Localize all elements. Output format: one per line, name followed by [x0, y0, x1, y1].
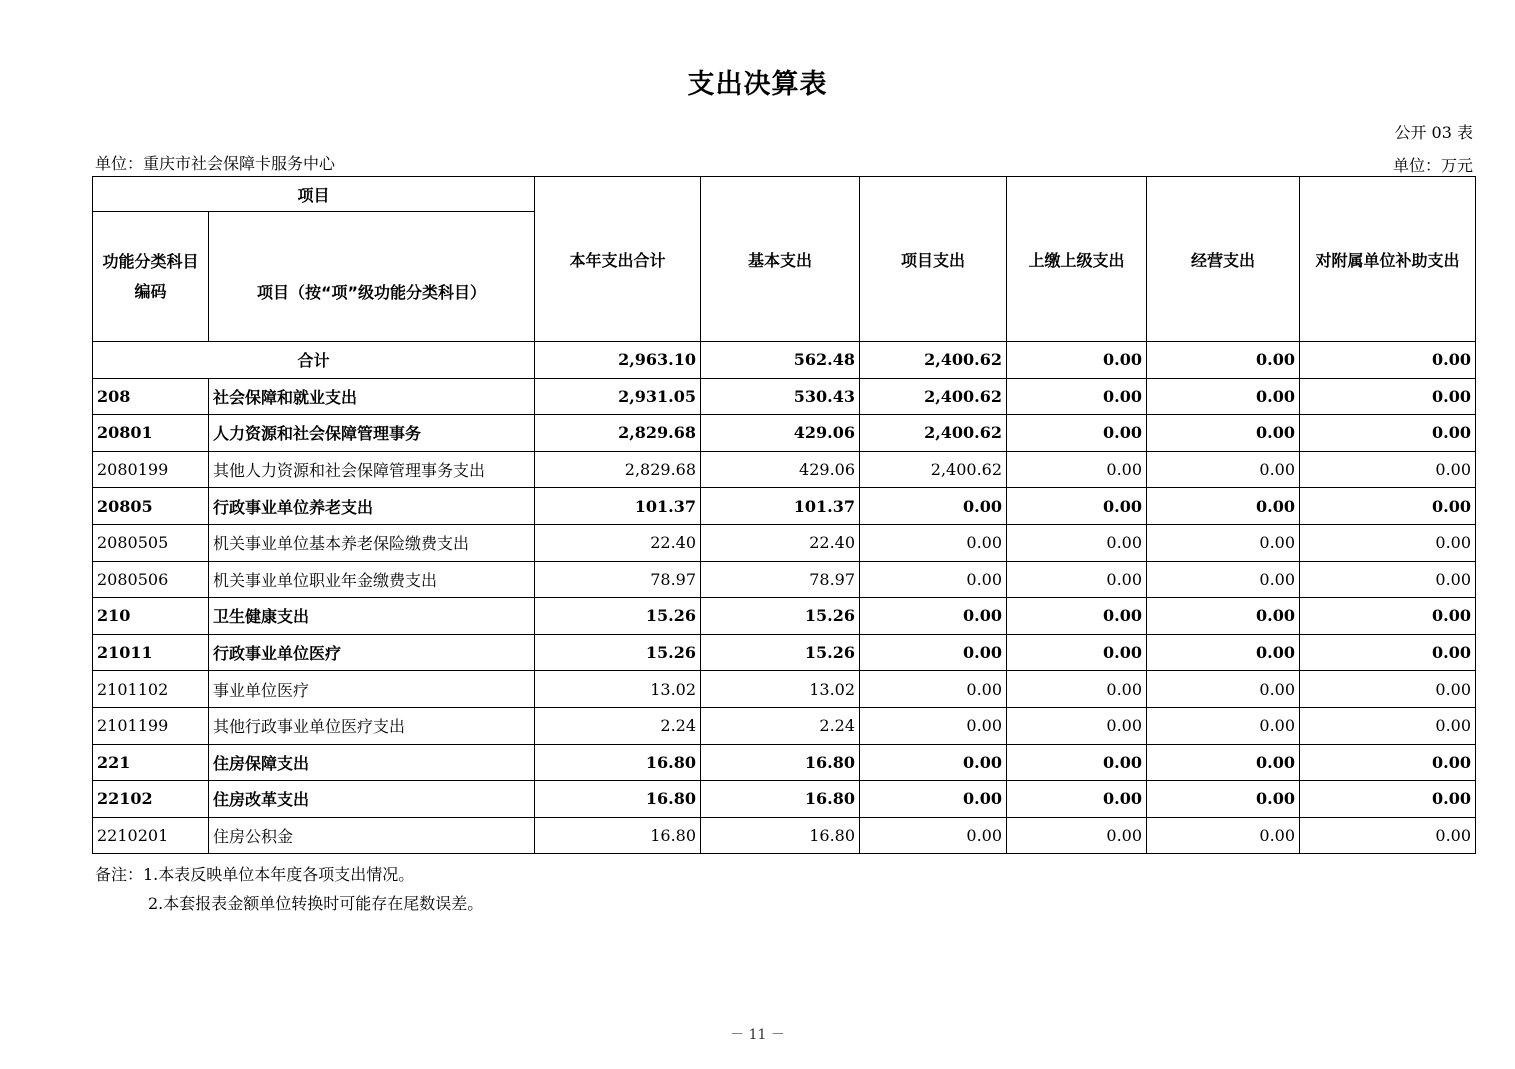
row-value: 15.26 [535, 634, 701, 671]
table-row [93, 524, 1476, 561]
row-code: 2080505 [93, 524, 209, 561]
row-value: 0.00 [1300, 524, 1476, 561]
row-value: 15.26 [701, 598, 860, 635]
table-row [93, 781, 1476, 818]
row-value: 0.00 [1007, 378, 1147, 415]
row-value: 0.00 [1300, 415, 1476, 452]
row-name: 事业单位医疗 [209, 671, 535, 708]
row-name: 机关事业单位职业年金缴费支出 [209, 561, 535, 598]
row-value: 16.80 [535, 781, 701, 818]
row-value: 0.00 [1147, 671, 1300, 708]
row-value: 0.00 [1007, 744, 1147, 781]
row-code: 2101102 [93, 671, 209, 708]
row-value: 0.00 [860, 634, 1007, 671]
row-value: 0.00 [1007, 634, 1147, 671]
row-value: 16.80 [701, 817, 860, 854]
row-value: 0.00 [860, 524, 1007, 561]
row-value: 22.40 [701, 524, 860, 561]
row-value: 0.00 [1300, 451, 1476, 488]
row-value: 0.00 [1300, 634, 1476, 671]
table-row [93, 451, 1476, 488]
total-row [93, 342, 1476, 379]
row-value: 0.00 [1300, 817, 1476, 854]
row-value: 0.00 [1147, 744, 1300, 781]
row-value: 0.00 [1147, 561, 1300, 598]
row-value: 0.00 [860, 598, 1007, 635]
row-value: 2.24 [701, 707, 860, 744]
row-value: 0.00 [860, 707, 1007, 744]
row-code: 2080199 [93, 451, 209, 488]
total-label: 合计 [93, 342, 535, 379]
row-value: 0.00 [1300, 598, 1476, 635]
header-project: 项目 [93, 177, 535, 212]
total-value: 0.00 [1007, 342, 1147, 379]
row-code: 2210201 [93, 817, 209, 854]
table-row [93, 488, 1476, 525]
row-value: 101.37 [701, 488, 860, 525]
total-value: 0.00 [1147, 342, 1300, 379]
row-value: 0.00 [1300, 561, 1476, 598]
row-code: 2101199 [93, 707, 209, 744]
row-value: 0.00 [1147, 488, 1300, 525]
row-value: 0.00 [1147, 524, 1300, 561]
row-name: 住房改革支出 [209, 781, 535, 818]
form-number: 公开 03 表 [1394, 123, 1473, 142]
row-value: 0.00 [1300, 488, 1476, 525]
row-value: 0.00 [1007, 415, 1147, 452]
row-name: 住房保障支出 [209, 744, 535, 781]
row-name: 行政事业单位医疗 [209, 634, 535, 671]
row-name: 卫生健康支出 [209, 598, 535, 635]
table-row [93, 634, 1476, 671]
row-value: 101.37 [535, 488, 701, 525]
header-basic: 基本支出 [701, 177, 860, 342]
row-value: 0.00 [860, 817, 1007, 854]
row-value: 16.80 [701, 744, 860, 781]
row-value: 0.00 [860, 781, 1007, 818]
page-number: － 11 － [730, 1027, 785, 1043]
notes [95, 860, 483, 918]
row-code: 22102 [93, 781, 209, 818]
row-value: 0.00 [1007, 781, 1147, 818]
row-value: 0.00 [1007, 561, 1147, 598]
row-value: 0.00 [1147, 634, 1300, 671]
table-row [93, 378, 1476, 415]
reporting-unit: 单位：重庆市社会保障卡服务中心 [95, 154, 336, 173]
row-value: 0.00 [1147, 817, 1300, 854]
row-value: 0.00 [1007, 488, 1147, 525]
note-line-2: 2.本套报表金额单位转换时可能存在尾数误差。 [148, 894, 484, 913]
row-value: 429.06 [701, 415, 860, 452]
table-row [93, 415, 1476, 452]
header-code: 功能分类科目编码 [93, 212, 209, 342]
row-value: 0.00 [1300, 671, 1476, 708]
row-value: 13.02 [701, 671, 860, 708]
row-value: 2,400.62 [860, 378, 1007, 415]
row-value: 2,400.62 [860, 451, 1007, 488]
row-code: 20805 [93, 488, 209, 525]
row-value: 2,829.68 [535, 451, 701, 488]
row-value: 0.00 [1147, 598, 1300, 635]
money-unit: 单位：万元 [1392, 156, 1473, 175]
row-value: 0.00 [860, 488, 1007, 525]
row-value: 78.97 [701, 561, 860, 598]
header-total: 本年支出合计 [535, 177, 701, 342]
row-name: 住房公积金 [209, 817, 535, 854]
row-value: 530.43 [701, 378, 860, 415]
row-value: 0.00 [1147, 451, 1300, 488]
row-value: 429.06 [701, 451, 860, 488]
header-upper: 上缴上级支出 [1007, 177, 1147, 342]
header-business: 经营支出 [1147, 177, 1300, 342]
row-value: 0.00 [1147, 707, 1300, 744]
row-value: 13.02 [535, 671, 701, 708]
table-row [93, 817, 1476, 854]
row-value: 15.26 [701, 634, 860, 671]
note-line-1: 备注：1.本表反映单位本年度各项支出情况。 [95, 865, 415, 884]
expenditure-table [92, 176, 1476, 854]
row-value: 0.00 [1147, 378, 1300, 415]
row-value: 0.00 [1007, 598, 1147, 635]
row-value: 2,829.68 [535, 415, 701, 452]
row-value: 0.00 [860, 561, 1007, 598]
row-name: 其他行政事业单位医疗支出 [209, 707, 535, 744]
row-value: 0.00 [860, 671, 1007, 708]
row-value: 2.24 [535, 707, 701, 744]
row-value: 0.00 [1147, 415, 1300, 452]
row-name: 行政事业单位养老支出 [209, 488, 535, 525]
row-value: 22.40 [535, 524, 701, 561]
header-name: 项目（按“项”级功能分类科目） [209, 212, 535, 342]
row-value: 16.80 [535, 744, 701, 781]
table-row [93, 598, 1476, 635]
page-title: 支出决算表 [687, 69, 828, 100]
row-code: 21011 [93, 634, 209, 671]
row-value: 0.00 [1007, 707, 1147, 744]
row-value: 15.26 [535, 598, 701, 635]
row-value: 16.80 [535, 817, 701, 854]
total-value: 0.00 [1300, 342, 1476, 379]
total-value: 2,963.10 [535, 342, 701, 379]
row-name: 机关事业单位基本养老保险缴费支出 [209, 524, 535, 561]
row-value: 0.00 [1300, 781, 1476, 818]
row-value: 16.80 [701, 781, 860, 818]
row-value: 0.00 [1300, 707, 1476, 744]
row-code: 208 [93, 378, 209, 415]
table-row [93, 744, 1476, 781]
table-row [93, 671, 1476, 708]
row-value: 0.00 [1007, 524, 1147, 561]
row-value: 0.00 [1007, 817, 1147, 854]
row-value: 0.00 [1007, 671, 1147, 708]
total-value: 2,400.62 [860, 342, 1007, 379]
row-name: 其他人力资源和社会保障管理事务支出 [209, 451, 535, 488]
table-row [93, 707, 1476, 744]
row-value: 78.97 [535, 561, 701, 598]
row-code: 210 [93, 598, 209, 635]
header-subsidy: 对附属单位补助支出 [1300, 177, 1476, 342]
row-value: 0.00 [1300, 378, 1476, 415]
row-code: 2080506 [93, 561, 209, 598]
table-row [93, 561, 1476, 598]
row-name: 人力资源和社会保障管理事务 [209, 415, 535, 452]
row-code: 221 [93, 744, 209, 781]
header-project-expenditure: 项目支出 [860, 177, 1007, 342]
row-value: 0.00 [1007, 451, 1147, 488]
row-value: 0.00 [860, 744, 1007, 781]
row-code: 20801 [93, 415, 209, 452]
total-value: 562.48 [701, 342, 860, 379]
row-name: 社会保障和就业支出 [209, 378, 535, 415]
row-value: 0.00 [1300, 744, 1476, 781]
row-value: 2,400.62 [860, 415, 1007, 452]
row-value: 0.00 [1147, 781, 1300, 818]
row-value: 2,931.05 [535, 378, 701, 415]
